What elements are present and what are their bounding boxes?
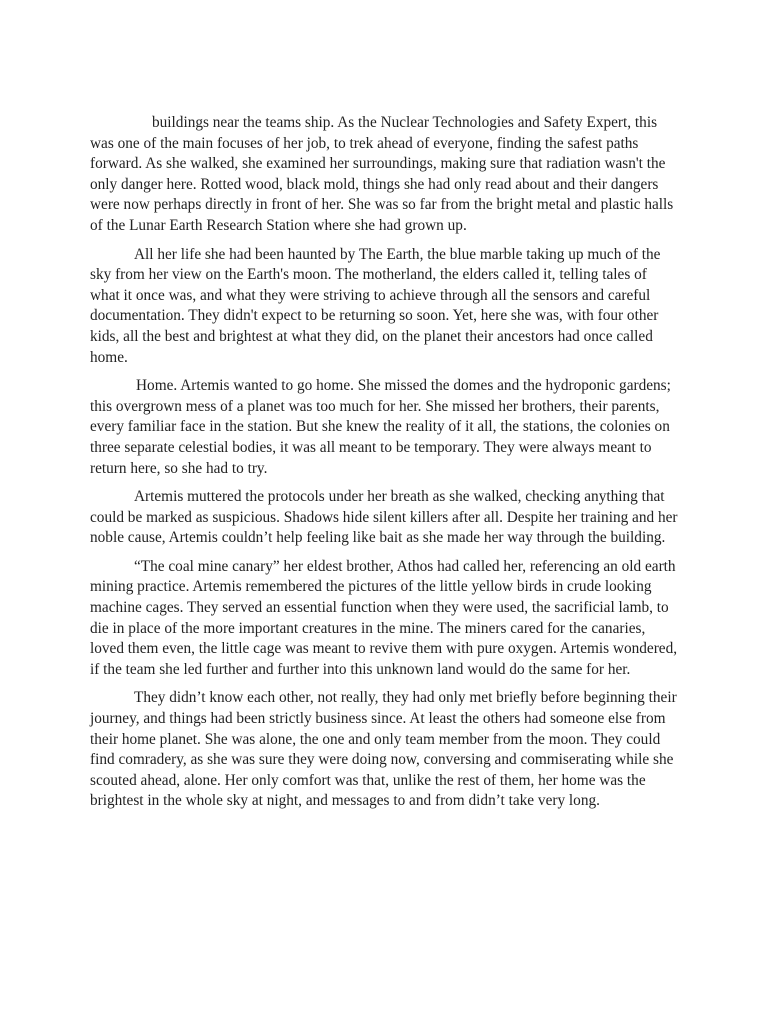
paragraph-4: Artemis muttered the protocols under her breath as she walked, checking anything that could be marked as suspicious. Shadows hide silent killers after all. Despite her training and her noble cause, Artemis couldn’t help feeling like bait as she made her way through the building. bbox=[90, 488, 678, 547]
paragraph-5: “The coal mine canary” her eldest brother, Athos had called her, referencing an old earth mining practice. Artemis remembered the pictures of the little yellow birds in crude looking machine cages. They served an essential function when they were used, the sacrificial lamb, to die in place of the more important creatures in the mine. The miners cared for the canaries, loved them even, the little cage was meant to revive them with pure oxygen. Artemis wondered, if the team she led further and further into this unknown land would do the same for her. bbox=[90, 557, 678, 678]
paragraph-2: All her life she had been haunted by The Earth, the blue marble taking up much of the sky from her view on the Earth's moon. The motherland, the elders called it, telling tales of what it once was, and what they were striving to achieve through all the sensors and careful documentation. They didn't expect to be returning so soon. Yet, here she was, with four other kids, all the best and brightest at what they did, on the planet their ancestors had once called home. bbox=[90, 245, 661, 366]
paragraph-1: buildings near the teams ship. As the Nuclear Technologies and Safety Expert, this was one of the main focuses of her job, to trek ahead of everyone, finding the safest paths forward. As she walked, she examined her surroundings, making sure that radiation wasn't the only danger here. Rotted wood, black mold, things she had only read about and their dangers were now perhaps directly in front of her. She was so far from the bright metal and plastic halls of the Lunar Earth Research Station where she had grown up. bbox=[90, 114, 674, 234]
paragraph-3: Home. Artemis wanted to go home. She missed the domes and the hydroponic gardens; this overgrown mess of a planet was too much for her. She missed her brothers, their parents, every familiar face in the station. But she knew the reality of it all, the stations, the colonies on three separate celestial bodies, it was all meant to be temporary. They were always meant to return here, so she had to try. bbox=[90, 377, 671, 477]
document-page bbox=[90, 113, 680, 820]
paragraph-6: They didn’t know each other, not really, they had only met briefly before beginning their journey, and things had been strictly business since. At least the others had someone else from their home planet. She was alone, the one and only team member from the moon. They could find comradery, as she was sure they were doing now, conversing and commiserating while she scouted ahead, alone. Her only comfort was that, unlike the rest of them, her home was the brightest in the whole sky at night, and messages to and from didn’t take very long. bbox=[90, 689, 677, 810]
